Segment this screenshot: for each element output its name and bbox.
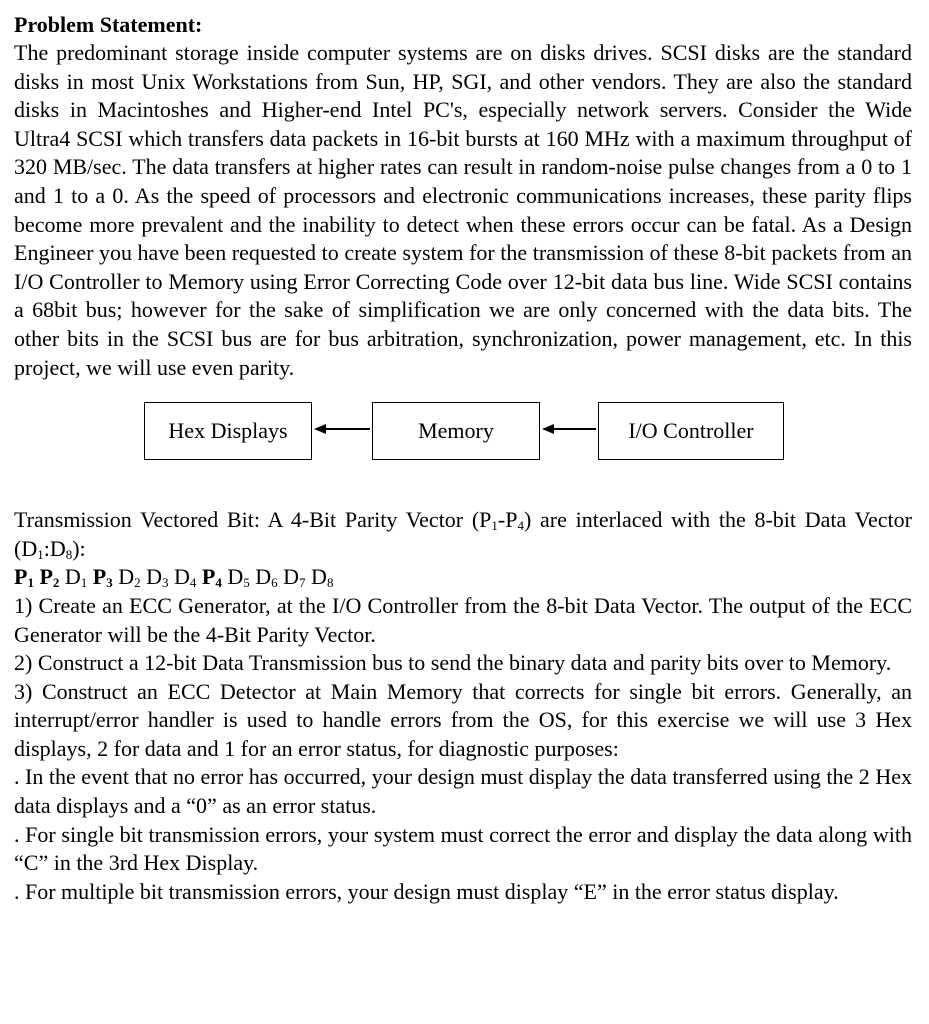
io-controller-label: I/O Controller	[628, 418, 754, 444]
vector-bit: $D_1$	[64, 564, 88, 591]
vector-bit: $D_7$	[283, 564, 306, 591]
vector-bit: $P_3$	[92, 564, 113, 591]
hex-displays-label: Hex Displays	[168, 418, 288, 444]
transmission-sub-4: 8	[65, 546, 73, 562]
vector-bit: $P_4$	[201, 564, 222, 591]
requirement-item: . For multiple bit transmission errors, your design must display “E” in the error status display.	[14, 878, 839, 904]
transmission-paragraph	[14, 506, 912, 563]
arrow-memory-to-hex-icon	[312, 416, 372, 442]
vector-bit: $D_3$	[146, 564, 169, 591]
parity-data-vector	[14, 563, 912, 592]
requirement-item: . In the event that no error has occurred, your design must display the data transferred using the 2 Hex data displays and a “0” as an error status.	[14, 764, 912, 819]
memory-label: Memory	[418, 418, 494, 444]
vector-bit: $D_4$	[174, 564, 197, 591]
transmission-text-1: Transmission Vectored Bit: A 4-Bit Parity Vector (P	[14, 507, 492, 533]
problem-statement-heading: Problem Statement:	[14, 12, 203, 37]
intro-paragraph: The predominant storage inside computer systems are on disks drives. SCSI disks are the standard disks in most Unix Workstations from Sun, HP, SGI, and other vendors. They are also the standard disks in Macintoshes and Higher-end Intel PC's, especially network servers. Consider the Wide Ultra4 SCSI which transfers data packets in 16-bit bursts at 160 MHz with a maximum throughput of 320 MB/sec. The data transfers at higher rates can result in random-noise pulse changes from a 0 to 1 and 1 to a 0. As the speed of processors and electronic communications increases, these parity flips become more prevalent and the inability to detect when these errors occur can be fatal. As a Design Engineer you have been requested to create system for the transmission of these 8-bit packets from an I/O Controller to Memory using Error Correcting Code over 12-bit data bus line. Wide SCSI contains a 68bit bus; however for the sake of simplification we are only concerned with the data bits. The other bits in the SCSI bus are for bus arbitration, synchronization, power management, etc. In this project, we will use even parity.	[14, 40, 912, 380]
arrow-io-to-memory-icon	[540, 416, 598, 442]
transmission-text-2: -P	[497, 507, 518, 533]
hex-displays-box	[144, 402, 312, 460]
requirements-list	[14, 592, 912, 907]
requirement-item: . For single bit transmission errors, your system must correct the error and display the data along with “C” in the 3rd Hex Display.	[14, 821, 912, 876]
transmission-sub-3: 1	[37, 546, 44, 562]
transmission-sub-1: 1	[491, 518, 498, 534]
memory-box	[372, 402, 540, 460]
vector-bit: $P_1$	[14, 564, 34, 591]
document-page	[14, 10, 912, 906]
requirement-item: 1) Create an ECC Generator, at the I/O Controller from the 8-bit Data Vector. The output of the ECC Generator will be the 4-Bit Parity Vector.	[14, 592, 912, 647]
transmission-sub-2: 4	[517, 518, 524, 534]
vector-bit: $D_2$	[118, 564, 141, 591]
requirement-item: 3) Construct an ECC Detector at Main Memory that corrects for single bit errors. Generally, an interrupt/error handler is used to handle errors from the OS, for this exercise we will use 3 Hex displays, 2 for data and 1 for an error status, for diagnostic purposes:	[14, 678, 912, 761]
vector-bit: $P_2$	[39, 564, 60, 591]
transmission-text-4: :D	[43, 535, 66, 561]
io-controller-box	[598, 402, 784, 460]
vector-bit: $D_5$	[227, 564, 250, 591]
block-diagram	[14, 382, 912, 506]
vector-bit: $D_8$	[311, 564, 334, 591]
vector-bit: $D_6$	[255, 564, 278, 591]
requirement-item: 2) Construct a 12-bit Data Transmission bus to send the binary data and parity bits over to Memory.	[14, 650, 892, 676]
transmission-text-5: ):	[72, 535, 86, 561]
transmission-text-3: ) are interlaced with the 8-bit Data Vector (D	[14, 507, 913, 561]
